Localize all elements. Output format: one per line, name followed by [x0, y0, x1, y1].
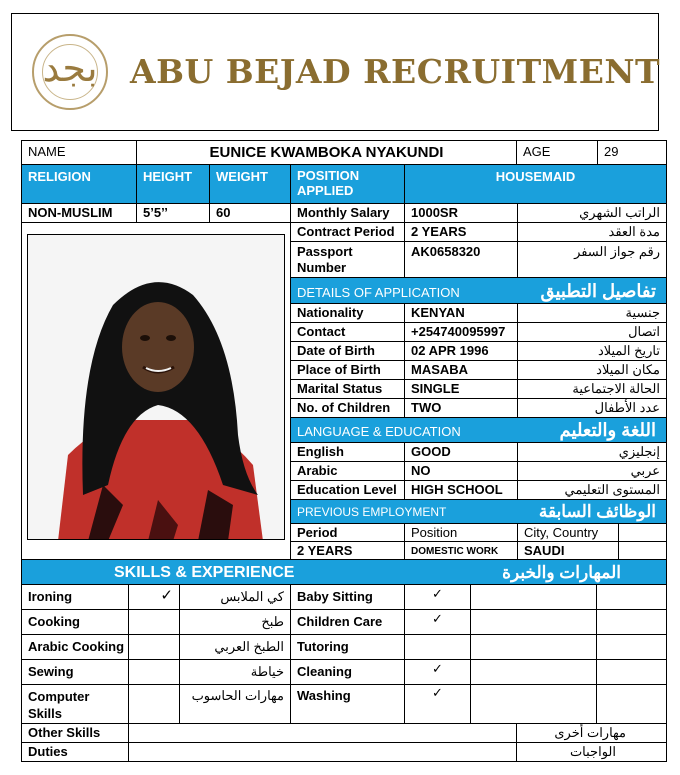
skills-heading-en: SKILLS & EXPERIENCE	[114, 564, 295, 581]
nationality-value: KENYAN	[404, 303, 518, 323]
marital-label: Marital Status	[290, 379, 405, 399]
skill-computer: Computer Skills	[21, 684, 129, 724]
skills-heading	[21, 559, 667, 585]
skill-empty-a5	[470, 684, 597, 724]
passport-label: Passport Number	[290, 241, 405, 278]
duties-ar: الواجبات	[516, 742, 667, 762]
arabic-label: Arabic	[290, 461, 405, 481]
candidate-name: EUNICE KWAMBOKA NYAKUNDI	[136, 140, 517, 165]
other-skills-ar: مهارات أخرى	[516, 723, 667, 743]
employment-col-place: City, Country	[517, 523, 619, 542]
skill-childrencare: Children Care	[290, 609, 405, 635]
skill-washing: Washing	[290, 684, 405, 724]
skill-empty-a3	[470, 634, 597, 660]
nationality-label: Nationality	[290, 303, 405, 323]
arabic-value: NO	[404, 461, 518, 481]
passport-ar: رقم جواز السفر	[517, 241, 667, 278]
nationality-ar: جنسية	[517, 303, 667, 323]
skill-sewing: Sewing	[21, 659, 129, 685]
skill-empty-a4	[470, 659, 597, 685]
height-label: HEIGHT	[136, 164, 210, 204]
pob-ar: مكان الميلاد	[517, 360, 667, 380]
skill-arabic-cooking-tick	[128, 634, 180, 660]
passport-value: AK0658320	[404, 241, 518, 278]
application-heading	[290, 277, 667, 304]
employment-heading	[290, 499, 667, 524]
employment-position: DOMESTIC WORK	[404, 541, 518, 560]
english-label: English	[290, 442, 405, 462]
english-value: GOOD	[404, 442, 518, 462]
skill-cleaning-tick: ✓	[404, 659, 471, 685]
skill-tutoring-tick	[404, 634, 471, 660]
skill-cooking-ar: طبخ	[179, 609, 291, 635]
name-label: NAME	[21, 140, 137, 165]
skill-babysitting-tick: ✓	[404, 584, 471, 610]
pob-value: MASABA	[404, 360, 518, 380]
employment-heading-en: PREVIOUS EMPLOYMENT	[297, 505, 447, 519]
children-ar: عدد الأطفال	[517, 398, 667, 418]
skill-computer-tick	[128, 684, 180, 724]
language-heading-en: LANGUAGE & EDUCATION	[297, 424, 461, 439]
age-label: AGE	[516, 140, 598, 165]
skill-arabic-cooking: Arabic Cooking	[21, 634, 129, 660]
skill-babysitting: Baby Sitting	[290, 584, 405, 610]
contract-ar: مدة العقد	[517, 222, 667, 242]
contact-value: +254740095997	[404, 322, 518, 342]
salary-ar: الراتب الشهري	[517, 203, 667, 223]
dob-label: Date of Birth	[290, 341, 405, 361]
language-heading-ar: اللغة والتعليم	[559, 420, 656, 440]
skill-computer-ar: مهارات الحاسوب	[179, 684, 291, 724]
pob-label: Place of Birth	[290, 360, 405, 380]
skill-sewing-tick	[128, 659, 180, 685]
employment-col-period: Period	[290, 523, 405, 542]
height-value: 5’5’’	[136, 203, 210, 223]
weight-label: WEIGHT	[209, 164, 291, 204]
contract-value: 2 YEARS	[404, 222, 518, 242]
education-label: Education Level	[290, 480, 405, 500]
english-ar: إنجليزي	[517, 442, 667, 462]
skill-empty-b2	[596, 609, 667, 635]
company-logo: بجد	[32, 34, 108, 110]
skill-sewing-ar: خياطة	[179, 659, 291, 685]
age-value: 29	[597, 140, 667, 165]
skill-ironing-tick: ✓	[128, 584, 180, 610]
skill-childrencare-tick: ✓	[404, 609, 471, 635]
dob-ar: تاريخ الميلاد	[517, 341, 667, 361]
employment-empty-2	[618, 541, 667, 560]
other-skills-value	[128, 723, 517, 743]
employment-col-position: Position	[404, 523, 518, 542]
marital-value: SINGLE	[404, 379, 518, 399]
children-value: TWO	[404, 398, 518, 418]
skill-arabic-cooking-ar: الطبخ العربي	[179, 634, 291, 660]
contract-label: Contract Period	[290, 222, 405, 242]
skill-washing-tick: ✓	[404, 684, 471, 724]
skill-ironing: Ironing	[21, 584, 129, 610]
marital-ar: الحالة الاجتماعية	[517, 379, 667, 399]
language-heading	[290, 417, 667, 443]
education-value: HIGH SCHOOL	[404, 480, 518, 500]
arabic-ar: عربي	[517, 461, 667, 481]
employment-period: 2 YEARS	[290, 541, 405, 560]
duties-value	[128, 742, 517, 762]
skill-cooking: Cooking	[21, 609, 129, 635]
contact-label: Contact	[290, 322, 405, 342]
weight-value: 60	[209, 203, 291, 223]
skill-cleaning: Cleaning	[290, 659, 405, 685]
letterhead	[11, 13, 659, 131]
skill-empty-a1	[470, 584, 597, 610]
skill-empty-b4	[596, 659, 667, 685]
contact-ar: اتصال	[517, 322, 667, 342]
skill-empty-b5	[596, 684, 667, 724]
candidate-photo	[27, 234, 285, 540]
other-skills-label: Other Skills	[21, 723, 129, 743]
skill-empty-b1	[596, 584, 667, 610]
salary-label: Monthly Salary	[290, 203, 405, 223]
dob-value: 02 APR 1996	[404, 341, 518, 361]
religion-value: NON-MUSLIM	[21, 203, 137, 223]
education-ar: المستوى التعليمي	[517, 480, 667, 500]
skills-heading-ar: المهارات والخبرة	[502, 563, 621, 582]
skill-empty-a2	[470, 609, 597, 635]
company-title: ABU BEJAD RECRUITMENT	[130, 52, 661, 91]
employment-place: SAUDI	[517, 541, 619, 560]
skill-tutoring: Tutoring	[290, 634, 405, 660]
employment-empty-1	[618, 523, 667, 542]
position-label: POSITION APPLIED	[290, 164, 405, 204]
position-value: HOUSEMAID	[404, 164, 667, 204]
application-heading-ar: تفاصيل التطبيق	[540, 281, 656, 301]
duties-label: Duties	[21, 742, 129, 762]
children-label: No. of Children	[290, 398, 405, 418]
employment-heading-ar: الوظائف السابقة	[538, 502, 656, 521]
religion-label: RELIGION	[21, 164, 137, 204]
skill-ironing-ar: كي الملابس	[179, 584, 291, 610]
application-heading-en: DETAILS OF APPLICATION	[297, 285, 460, 300]
skill-cooking-tick	[128, 609, 180, 635]
salary-value: 1000SR	[404, 203, 518, 223]
skill-empty-b3	[596, 634, 667, 660]
